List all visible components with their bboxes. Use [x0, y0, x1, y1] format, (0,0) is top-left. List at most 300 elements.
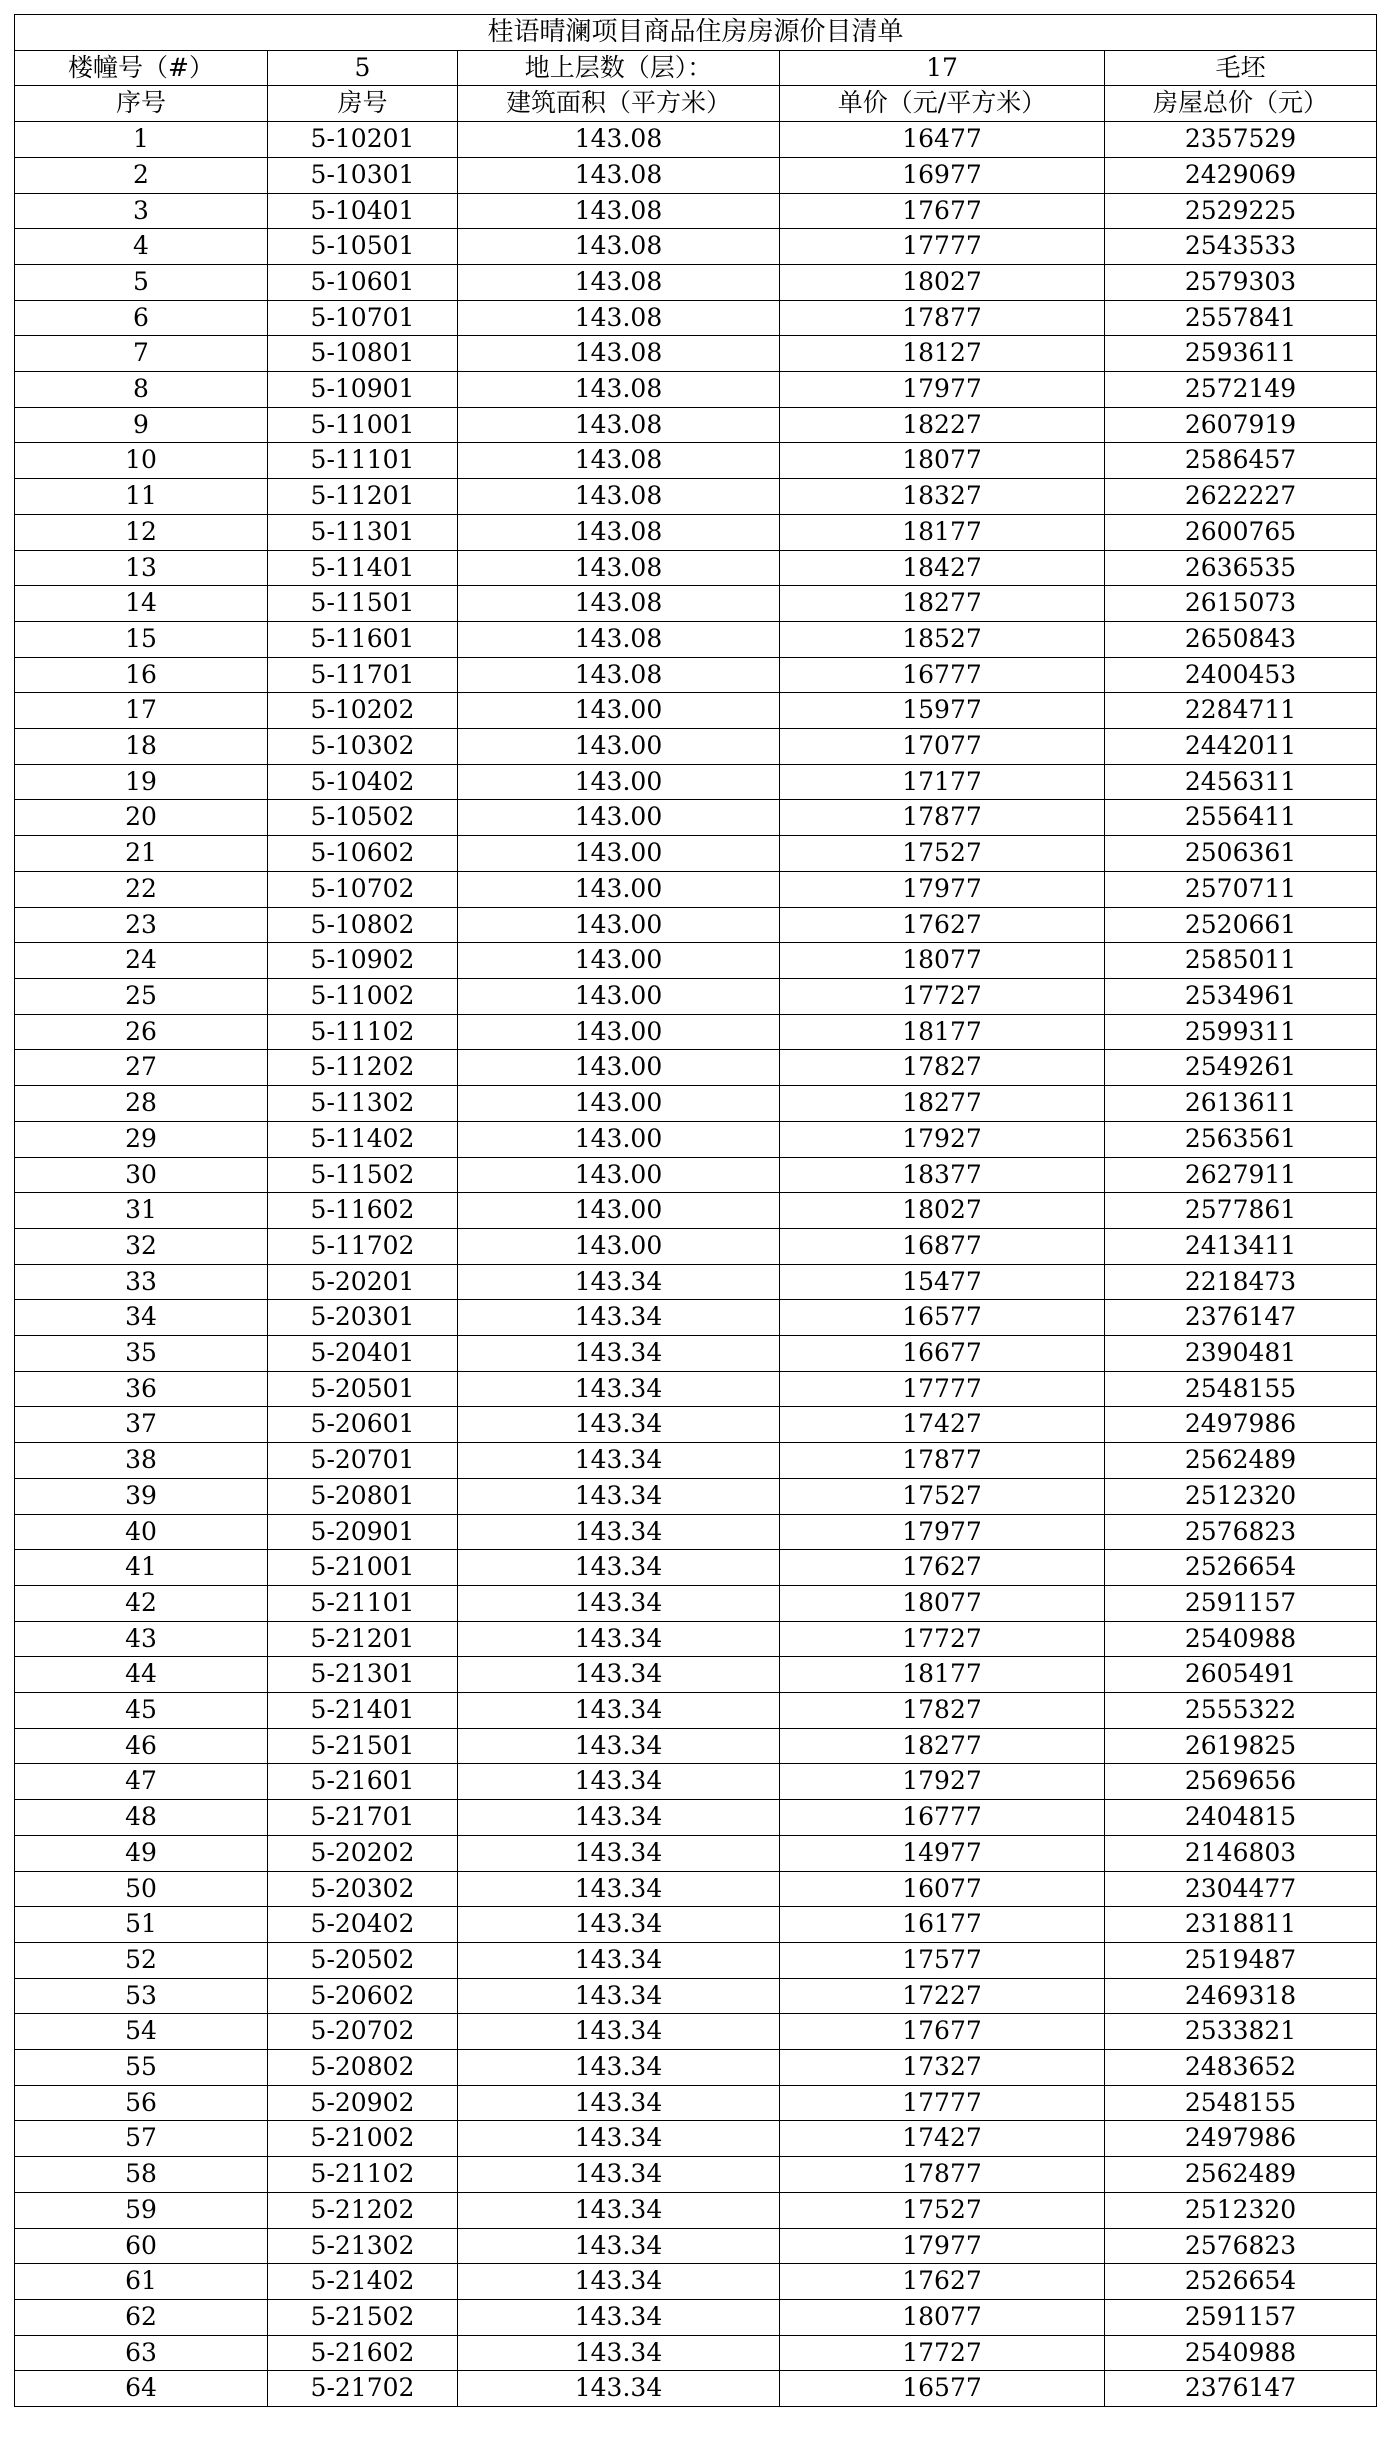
room-number-cell: 5-11202	[268, 1050, 458, 1086]
unit-price-cell: 17977	[780, 1514, 1105, 1550]
floor-area-cell: 143.34	[458, 1657, 780, 1693]
unit-price-cell: 17627	[780, 1550, 1105, 1586]
floor-area-cell: 143.00	[458, 1157, 780, 1193]
table-row	[15, 657, 1377, 693]
unit-price-cell: 17527	[780, 2192, 1105, 2228]
floor-area-cell: 143.08	[458, 336, 780, 372]
total-price-cell: 2599311	[1105, 1014, 1377, 1050]
unit-price-cell: 17427	[780, 2121, 1105, 2157]
unit-price-cell: 16777	[780, 1800, 1105, 1836]
floor-area-cell: 143.34	[458, 2300, 780, 2336]
column-header-total-price: 房屋总价（元）	[1105, 86, 1377, 122]
unit-price-cell: 17627	[780, 907, 1105, 943]
row-index-cell: 45	[15, 1693, 268, 1729]
unit-price-cell: 17877	[780, 300, 1105, 336]
table-row	[15, 2300, 1377, 2336]
info-row	[15, 50, 1377, 86]
floor-area-cell: 143.08	[458, 550, 780, 586]
floor-area-cell: 143.08	[458, 621, 780, 657]
unit-price-cell: 17977	[780, 2228, 1105, 2264]
room-number-cell: 5-21301	[268, 1657, 458, 1693]
room-number-cell: 5-10402	[268, 764, 458, 800]
room-number-cell: 5-11401	[268, 550, 458, 586]
table-row	[15, 407, 1377, 443]
table-row	[15, 1621, 1377, 1657]
floor-area-cell: 143.34	[458, 1443, 780, 1479]
total-price-cell: 2512320	[1105, 1478, 1377, 1514]
total-price-cell: 2400453	[1105, 657, 1377, 693]
room-number-cell: 5-10202	[268, 693, 458, 729]
floor-area-cell: 143.34	[458, 1693, 780, 1729]
unit-price-cell: 18527	[780, 621, 1105, 657]
room-number-cell: 5-11701	[268, 657, 458, 693]
floor-area-cell: 143.00	[458, 764, 780, 800]
room-number-cell: 5-21502	[268, 2300, 458, 2336]
floor-area-cell: 143.08	[458, 193, 780, 229]
room-number-cell: 5-21302	[268, 2228, 458, 2264]
row-index-cell: 15	[15, 621, 268, 657]
total-price-cell: 2456311	[1105, 764, 1377, 800]
row-index-cell: 32	[15, 1228, 268, 1264]
room-number-cell: 5-10701	[268, 300, 458, 336]
row-index-cell: 53	[15, 1978, 268, 2014]
row-index-cell: 29	[15, 1121, 268, 1157]
room-number-cell: 5-20901	[268, 1514, 458, 1550]
table-row	[15, 1264, 1377, 1300]
row-index-cell: 1	[15, 122, 268, 158]
floor-area-cell: 143.00	[458, 1121, 780, 1157]
table-title: 桂语晴澜项目商品住房房源价目清单	[15, 15, 1377, 51]
table-row	[15, 1657, 1377, 1693]
row-index-cell: 26	[15, 1014, 268, 1050]
row-index-cell: 13	[15, 550, 268, 586]
row-index-cell: 2	[15, 157, 268, 193]
table-row	[15, 800, 1377, 836]
total-price-cell: 2549261	[1105, 1050, 1377, 1086]
floor-area-cell: 143.00	[458, 836, 780, 872]
floor-area-cell: 143.34	[458, 2157, 780, 2193]
total-price-cell: 2534961	[1105, 978, 1377, 1014]
floor-area-cell: 143.34	[458, 1800, 780, 1836]
floor-area-cell: 143.34	[458, 2228, 780, 2264]
finish-type: 毛坯	[1105, 50, 1377, 86]
row-index-cell: 28	[15, 1086, 268, 1122]
total-price-cell: 2512320	[1105, 2192, 1377, 2228]
row-index-cell: 9	[15, 407, 268, 443]
table-row	[15, 2335, 1377, 2371]
unit-price-cell: 18427	[780, 550, 1105, 586]
row-index-cell: 40	[15, 1514, 268, 1550]
row-index-cell: 58	[15, 2157, 268, 2193]
table-row	[15, 978, 1377, 1014]
row-index-cell: 49	[15, 1835, 268, 1871]
column-header-index: 序号	[15, 86, 268, 122]
total-price-cell: 2429069	[1105, 157, 1377, 193]
total-price-cell: 2413411	[1105, 1228, 1377, 1264]
floor-area-cell: 143.34	[458, 2335, 780, 2371]
floor-area-cell: 143.34	[458, 2121, 780, 2157]
row-index-cell: 31	[15, 1193, 268, 1229]
row-index-cell: 4	[15, 229, 268, 265]
total-price-cell: 2593611	[1105, 336, 1377, 372]
table-row	[15, 1300, 1377, 1336]
room-number-cell: 5-21501	[268, 1728, 458, 1764]
room-number-cell: 5-20301	[268, 1300, 458, 1336]
row-index-cell: 47	[15, 1764, 268, 1800]
row-index-cell: 36	[15, 1371, 268, 1407]
total-price-cell: 2562489	[1105, 1443, 1377, 1479]
room-number-cell: 5-20601	[268, 1407, 458, 1443]
table-row	[15, 2085, 1377, 2121]
unit-price-cell: 17677	[780, 193, 1105, 229]
room-number-cell: 5-11201	[268, 479, 458, 515]
unit-price-cell: 17527	[780, 1478, 1105, 1514]
unit-price-cell: 16577	[780, 1300, 1105, 1336]
total-price-cell: 2563561	[1105, 1121, 1377, 1157]
room-number-cell: 5-20802	[268, 2050, 458, 2086]
unit-price-cell: 18027	[780, 264, 1105, 300]
row-index-cell: 24	[15, 943, 268, 979]
table-row	[15, 2050, 1377, 2086]
unit-price-cell: 18027	[780, 1193, 1105, 1229]
unit-price-cell: 16677	[780, 1336, 1105, 1372]
table-row	[15, 1942, 1377, 1978]
floor-area-cell: 143.34	[458, 1371, 780, 1407]
room-number-cell: 5-20302	[268, 1871, 458, 1907]
total-price-cell: 2218473	[1105, 1264, 1377, 1300]
floor-area-cell: 143.34	[458, 2014, 780, 2050]
row-index-cell: 44	[15, 1657, 268, 1693]
table-row	[15, 193, 1377, 229]
room-number-cell: 5-20902	[268, 2085, 458, 2121]
room-number-cell: 5-10602	[268, 836, 458, 872]
row-index-cell: 23	[15, 907, 268, 943]
total-price-cell: 2543533	[1105, 229, 1377, 265]
room-number-cell: 5-21401	[268, 1693, 458, 1729]
row-index-cell: 12	[15, 514, 268, 550]
room-number-cell: 5-10301	[268, 157, 458, 193]
total-price-cell: 2548155	[1105, 2085, 1377, 2121]
table-row	[15, 1014, 1377, 1050]
table-row	[15, 122, 1377, 158]
room-number-cell: 5-10702	[268, 871, 458, 907]
table-row	[15, 1728, 1377, 1764]
table-row	[15, 1086, 1377, 1122]
unit-price-cell: 17777	[780, 229, 1105, 265]
floor-area-cell: 143.34	[458, 1764, 780, 1800]
total-price-cell: 2442011	[1105, 729, 1377, 765]
row-index-cell: 41	[15, 1550, 268, 1586]
room-number-cell: 5-11002	[268, 978, 458, 1014]
table-row	[15, 1443, 1377, 1479]
room-number-cell: 5-10901	[268, 372, 458, 408]
table-row	[15, 1478, 1377, 1514]
table-row	[15, 1336, 1377, 1372]
total-price-cell: 2304477	[1105, 1871, 1377, 1907]
total-price-cell: 2591157	[1105, 2300, 1377, 2336]
title-row	[15, 15, 1377, 51]
unit-price-cell: 14977	[780, 1835, 1105, 1871]
price-list-table	[14, 14, 1377, 2407]
unit-price-cell: 17177	[780, 764, 1105, 800]
total-price-cell: 2622227	[1105, 479, 1377, 515]
floor-area-cell: 143.34	[458, 1478, 780, 1514]
floor-area-cell: 143.00	[458, 1086, 780, 1122]
total-price-cell: 2600765	[1105, 514, 1377, 550]
room-number-cell: 5-11702	[268, 1228, 458, 1264]
total-price-cell: 2520661	[1105, 907, 1377, 943]
row-index-cell: 39	[15, 1478, 268, 1514]
unit-price-cell: 16877	[780, 1228, 1105, 1264]
room-number-cell: 5-21001	[268, 1550, 458, 1586]
total-price-cell: 2569656	[1105, 1764, 1377, 1800]
row-index-cell: 55	[15, 2050, 268, 2086]
table-row	[15, 2371, 1377, 2407]
room-number-cell: 5-20602	[268, 1978, 458, 2014]
room-number-cell: 5-10802	[268, 907, 458, 943]
total-price-cell: 2284711	[1105, 693, 1377, 729]
floor-area-cell: 143.34	[458, 2050, 780, 2086]
unit-price-cell: 18077	[780, 1585, 1105, 1621]
total-price-cell: 2586457	[1105, 443, 1377, 479]
row-index-cell: 38	[15, 1443, 268, 1479]
total-price-cell: 2533821	[1105, 2014, 1377, 2050]
floor-area-cell: 143.00	[458, 693, 780, 729]
table-row	[15, 1871, 1377, 1907]
table-row	[15, 943, 1377, 979]
table-row	[15, 1407, 1377, 1443]
floor-area-cell: 143.34	[458, 1264, 780, 1300]
unit-price-cell: 15977	[780, 693, 1105, 729]
room-number-cell: 5-10502	[268, 800, 458, 836]
unit-price-cell: 16477	[780, 122, 1105, 158]
room-number-cell: 5-10601	[268, 264, 458, 300]
room-number-cell: 5-11101	[268, 443, 458, 479]
room-number-cell: 5-21102	[268, 2157, 458, 2193]
table-row	[15, 2121, 1377, 2157]
row-index-cell: 19	[15, 764, 268, 800]
total-price-cell: 2390481	[1105, 1336, 1377, 1372]
row-index-cell: 6	[15, 300, 268, 336]
row-index-cell: 50	[15, 1871, 268, 1907]
unit-price-cell: 17877	[780, 800, 1105, 836]
total-price-cell: 2605491	[1105, 1657, 1377, 1693]
row-index-cell: 63	[15, 2335, 268, 2371]
room-number-cell: 5-11001	[268, 407, 458, 443]
unit-price-cell: 18377	[780, 1157, 1105, 1193]
room-number-cell: 5-21602	[268, 2335, 458, 2371]
total-price-cell: 2562489	[1105, 2157, 1377, 2193]
unit-price-cell: 17877	[780, 1443, 1105, 1479]
unit-price-cell: 17527	[780, 836, 1105, 872]
total-price-cell: 2591157	[1105, 1585, 1377, 1621]
unit-price-cell: 18077	[780, 443, 1105, 479]
unit-price-cell: 16977	[780, 157, 1105, 193]
floor-area-cell: 143.34	[458, 1585, 780, 1621]
room-number-cell: 5-20801	[268, 1478, 458, 1514]
table-row	[15, 1835, 1377, 1871]
floor-area-cell: 143.08	[458, 372, 780, 408]
unit-price-cell: 17927	[780, 1764, 1105, 1800]
unit-price-cell: 18227	[780, 407, 1105, 443]
room-number-cell: 5-11601	[268, 621, 458, 657]
table-row	[15, 1585, 1377, 1621]
total-price-cell: 2556411	[1105, 800, 1377, 836]
row-index-cell: 27	[15, 1050, 268, 1086]
row-index-cell: 51	[15, 1907, 268, 1943]
unit-price-cell: 16177	[780, 1907, 1105, 1943]
total-price-cell: 2357529	[1105, 122, 1377, 158]
row-index-cell: 52	[15, 1942, 268, 1978]
unit-price-cell: 17977	[780, 372, 1105, 408]
total-price-cell: 2607919	[1105, 407, 1377, 443]
unit-price-cell: 17777	[780, 2085, 1105, 2121]
unit-price-cell: 15477	[780, 1264, 1105, 1300]
table-row	[15, 1050, 1377, 1086]
unit-price-cell: 17727	[780, 2335, 1105, 2371]
floor-area-cell: 143.34	[458, 1336, 780, 1372]
header-row	[15, 86, 1377, 122]
total-price-cell: 2519487	[1105, 1942, 1377, 1978]
floor-area-cell: 143.34	[458, 1514, 780, 1550]
row-index-cell: 5	[15, 264, 268, 300]
table-row	[15, 1157, 1377, 1193]
table-row	[15, 2192, 1377, 2228]
total-price-cell: 2548155	[1105, 1371, 1377, 1407]
building-label: 楼幢号（#）	[15, 50, 268, 86]
room-number-cell: 5-21701	[268, 1800, 458, 1836]
table-row	[15, 1371, 1377, 1407]
room-number-cell: 5-20201	[268, 1264, 458, 1300]
unit-price-cell: 17077	[780, 729, 1105, 765]
row-index-cell: 34	[15, 1300, 268, 1336]
table-row	[15, 2014, 1377, 2050]
total-price-cell: 2636535	[1105, 550, 1377, 586]
floor-area-cell: 143.34	[458, 1728, 780, 1764]
row-index-cell: 43	[15, 1621, 268, 1657]
table-row	[15, 586, 1377, 622]
row-index-cell: 56	[15, 2085, 268, 2121]
total-price-cell: 2376147	[1105, 1300, 1377, 1336]
floor-area-cell: 143.34	[458, 1835, 780, 1871]
row-index-cell: 42	[15, 1585, 268, 1621]
row-index-cell: 54	[15, 2014, 268, 2050]
row-index-cell: 3	[15, 193, 268, 229]
column-header-unit-price: 单价（元/平方米）	[780, 86, 1105, 122]
total-price-cell: 2529225	[1105, 193, 1377, 229]
row-index-cell: 17	[15, 693, 268, 729]
room-number-cell: 5-20701	[268, 1443, 458, 1479]
row-index-cell: 8	[15, 372, 268, 408]
total-price-cell: 2540988	[1105, 1621, 1377, 1657]
table-row	[15, 550, 1377, 586]
row-index-cell: 57	[15, 2121, 268, 2157]
total-price-cell: 2579303	[1105, 264, 1377, 300]
unit-price-cell: 17677	[780, 2014, 1105, 2050]
row-index-cell: 14	[15, 586, 268, 622]
table-row	[15, 372, 1377, 408]
table-row	[15, 157, 1377, 193]
table-row	[15, 264, 1377, 300]
row-index-cell: 60	[15, 2228, 268, 2264]
floor-area-cell: 143.08	[458, 157, 780, 193]
floor-area-cell: 143.00	[458, 1228, 780, 1264]
floor-area-cell: 143.00	[458, 1014, 780, 1050]
floor-area-cell: 143.34	[458, 1942, 780, 1978]
row-index-cell: 11	[15, 479, 268, 515]
table-row	[15, 1193, 1377, 1229]
total-price-cell: 2577861	[1105, 1193, 1377, 1229]
floor-area-cell: 143.00	[458, 1050, 780, 1086]
floor-area-cell: 143.34	[458, 1907, 780, 1943]
total-price-cell: 2526654	[1105, 2264, 1377, 2300]
total-price-cell: 2404815	[1105, 1800, 1377, 1836]
table-row	[15, 871, 1377, 907]
floor-area-cell: 143.00	[458, 729, 780, 765]
table-row	[15, 229, 1377, 265]
table-row	[15, 1121, 1377, 1157]
table-row	[15, 729, 1377, 765]
total-price-cell: 2576823	[1105, 2228, 1377, 2264]
room-number-cell: 5-21601	[268, 1764, 458, 1800]
table-row	[15, 836, 1377, 872]
unit-price-cell: 18177	[780, 514, 1105, 550]
total-price-cell: 2506361	[1105, 836, 1377, 872]
floor-area-cell: 143.00	[458, 978, 780, 1014]
row-index-cell: 18	[15, 729, 268, 765]
table-row	[15, 336, 1377, 372]
table-row	[15, 1978, 1377, 2014]
floor-area-cell: 143.34	[458, 1300, 780, 1336]
floor-area-cell: 143.34	[458, 2192, 780, 2228]
table-row	[15, 1514, 1377, 1550]
row-index-cell: 22	[15, 871, 268, 907]
row-index-cell: 61	[15, 2264, 268, 2300]
unit-price-cell: 17977	[780, 871, 1105, 907]
total-price-cell: 2570711	[1105, 871, 1377, 907]
floor-area-cell: 143.08	[458, 514, 780, 550]
total-price-cell: 2483652	[1105, 2050, 1377, 2086]
total-price-cell: 2615073	[1105, 586, 1377, 622]
column-header-room: 房号	[268, 86, 458, 122]
total-price-cell: 2572149	[1105, 372, 1377, 408]
row-index-cell: 62	[15, 2300, 268, 2336]
room-number-cell: 5-10201	[268, 122, 458, 158]
row-index-cell: 10	[15, 443, 268, 479]
unit-price-cell: 16077	[780, 1871, 1105, 1907]
room-number-cell: 5-20702	[268, 2014, 458, 2050]
unit-price-cell: 18277	[780, 1728, 1105, 1764]
total-price-cell: 2376147	[1105, 2371, 1377, 2407]
unit-price-cell: 18077	[780, 2300, 1105, 2336]
row-index-cell: 46	[15, 1728, 268, 1764]
table-row	[15, 1228, 1377, 1264]
room-number-cell: 5-21702	[268, 2371, 458, 2407]
room-number-cell: 5-20401	[268, 1336, 458, 1372]
unit-price-cell: 17577	[780, 1942, 1105, 1978]
room-number-cell: 5-11102	[268, 1014, 458, 1050]
unit-price-cell: 17777	[780, 1371, 1105, 1407]
room-number-cell: 5-11301	[268, 514, 458, 550]
table-row	[15, 300, 1377, 336]
table-row	[15, 1693, 1377, 1729]
floor-area-cell: 143.34	[458, 1871, 780, 1907]
table-row	[15, 907, 1377, 943]
floor-area-cell: 143.08	[458, 229, 780, 265]
unit-price-cell: 18077	[780, 943, 1105, 979]
total-price-cell: 2469318	[1105, 1978, 1377, 2014]
table-row	[15, 693, 1377, 729]
